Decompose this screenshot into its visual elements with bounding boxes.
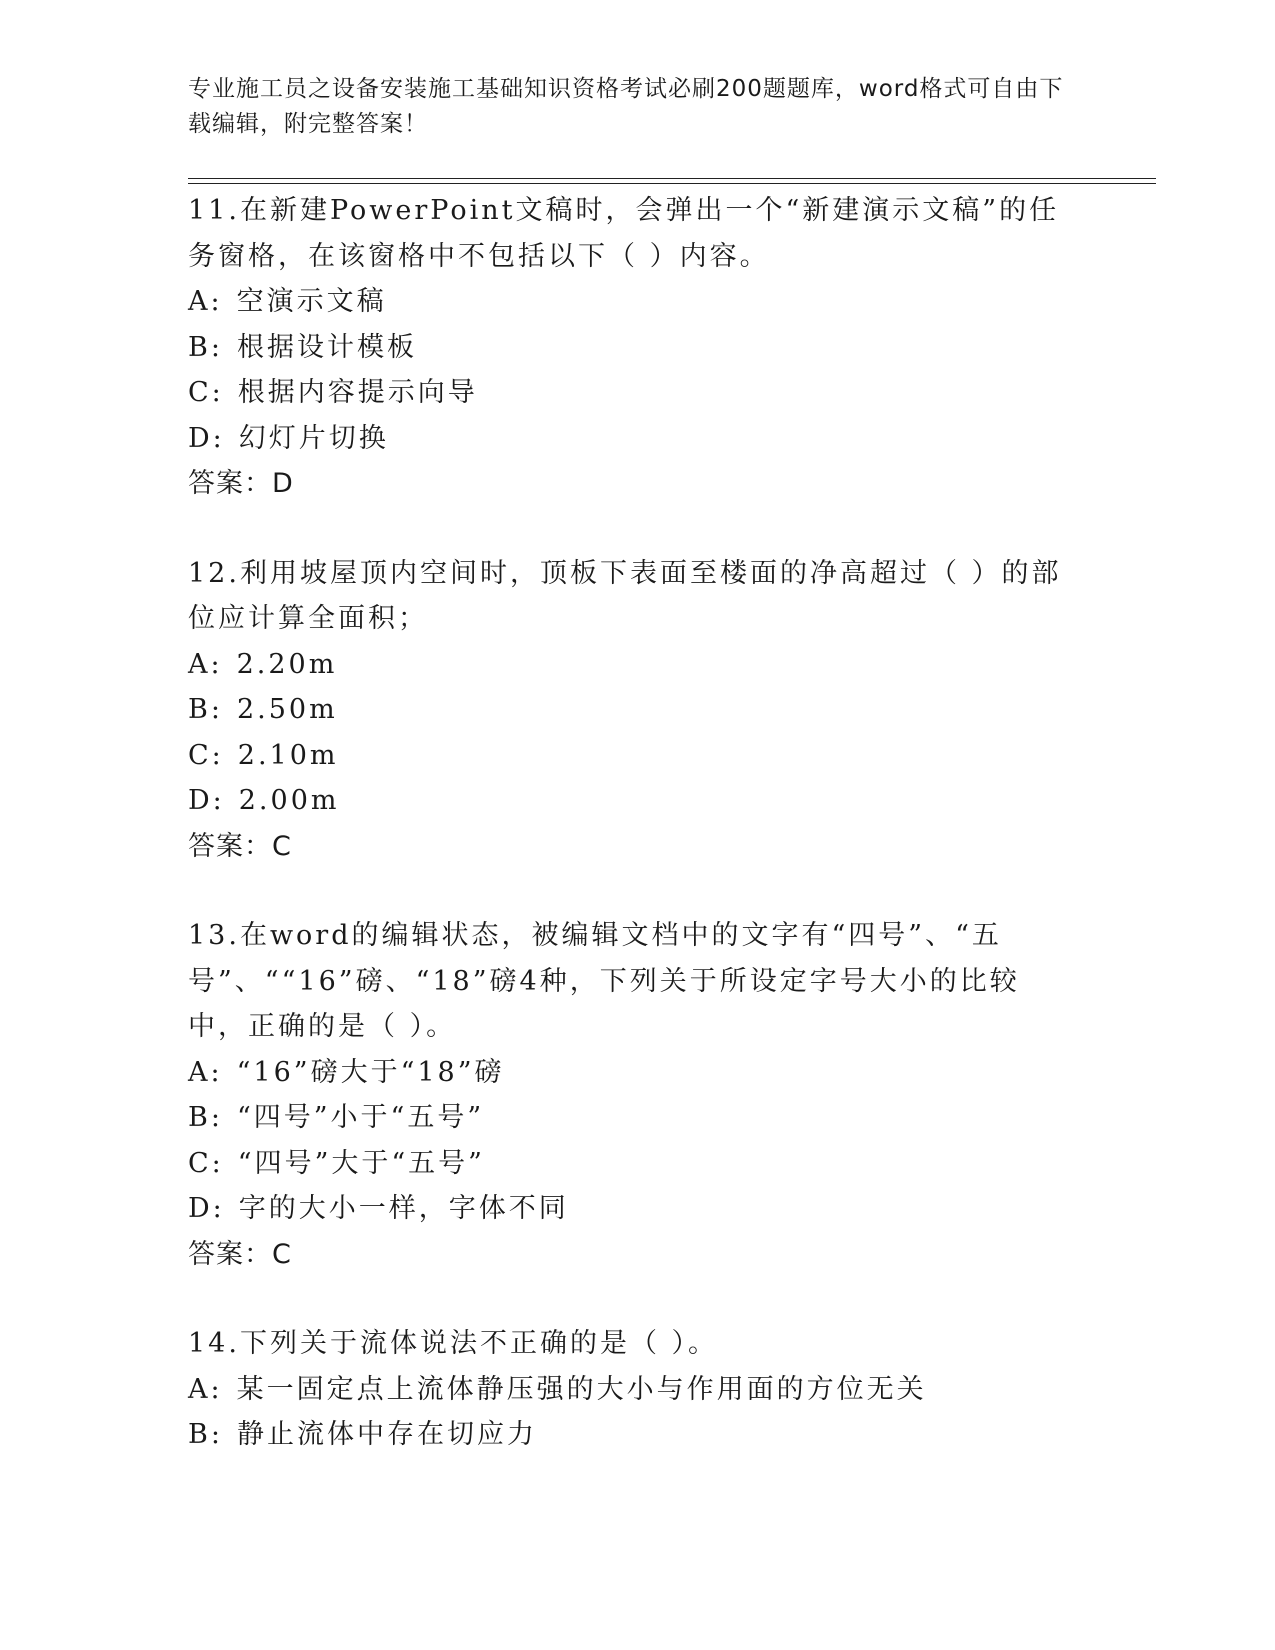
- option-c: [188, 370, 1068, 416]
- option-letter: B:: [188, 694, 223, 725]
- option-d: [188, 1186, 1068, 1232]
- option-a: [188, 642, 1068, 688]
- question-14: [188, 1321, 1068, 1458]
- option-text: 静止流体中存在切应力: [236, 1419, 537, 1450]
- option-text: 字的大小一样，字体不同: [238, 1193, 569, 1224]
- option-text: 根据内容提示向导: [237, 377, 478, 408]
- option-text: 某一固定点上流体静压强的大小与作用面的方位无关: [236, 1373, 927, 1405]
- question-stem: 12.利用坡屋顶内空间时，顶板下表面至楼面的净高超过（ ）的部位应计算全面积；: [188, 557, 1062, 634]
- option-letter: C:: [188, 377, 224, 408]
- option-letter: C:: [188, 1147, 224, 1179]
- option-letter: B:: [188, 331, 223, 363]
- answer-line: 答案：C: [188, 1238, 292, 1270]
- option-text: 根据设计模板: [236, 331, 417, 363]
- option-b: [188, 1412, 1068, 1458]
- option-text: 2.10m: [237, 739, 339, 771]
- option-text: 2.50m: [236, 694, 338, 725]
- option-text: 空演示文稿: [236, 286, 387, 317]
- option-c: [188, 1141, 1068, 1187]
- option-letter: A:: [188, 286, 223, 317]
- option-text: “四号”小于“五号”: [236, 1102, 485, 1133]
- option-c: [188, 733, 1068, 779]
- option-letter: B:: [188, 1419, 223, 1450]
- option-text: 2.20m: [236, 648, 338, 680]
- option-letter: B:: [188, 1102, 223, 1133]
- answer-line: 答案：D: [188, 468, 294, 499]
- option-b: [188, 687, 1068, 733]
- option-d: [188, 778, 1068, 824]
- option-text: “16”磅大于“18”磅: [236, 1056, 505, 1088]
- question-list: [188, 188, 1068, 1458]
- question-stem: 14.下列关于流体说法不正确的是（ ）。: [188, 1328, 719, 1359]
- header-divider-bottom: [188, 183, 1156, 184]
- question-12: [188, 551, 1068, 870]
- option-text: 2.00m: [238, 785, 340, 816]
- option-d: [188, 416, 1068, 462]
- option-text: “四号”大于“五号”: [237, 1147, 485, 1179]
- document-header: 专业施工员之设备安装施工基础知识资格考试必刷200题题库，word格式可自由下载编辑，附完整答案！: [188, 76, 1064, 137]
- option-letter: D:: [188, 1193, 225, 1224]
- option-letter: D:: [188, 422, 225, 454]
- option-letter: C:: [188, 739, 224, 771]
- question-11: [188, 188, 1068, 507]
- option-letter: D:: [188, 785, 225, 816]
- option-b: [188, 1095, 1068, 1141]
- option-b: [188, 325, 1068, 371]
- header-divider-top: [188, 178, 1156, 179]
- option-letter: A:: [188, 1373, 223, 1405]
- question-stem: 13.在word的编辑状态，被编辑文档中的文字有“四号”、“五号”、““16”磅、“18”磅4种，下列关于所设定字号大小的比较中，正确的是（ ）。: [188, 920, 1020, 1042]
- option-a: [188, 1367, 1068, 1413]
- option-text: 幻灯片切换: [238, 422, 389, 454]
- question-stem: 11.在新建PowerPoint文稿时，会弹出一个“新建演示文稿”的任务窗格，在该窗格中不包括以下（ ）内容。: [188, 195, 1060, 272]
- question-13: [188, 913, 1068, 1277]
- option-a: [188, 1050, 1068, 1096]
- answer-line: 答案：C: [188, 830, 292, 862]
- option-letter: A:: [188, 648, 223, 680]
- option-a: [188, 279, 1068, 325]
- option-letter: A:: [188, 1056, 223, 1088]
